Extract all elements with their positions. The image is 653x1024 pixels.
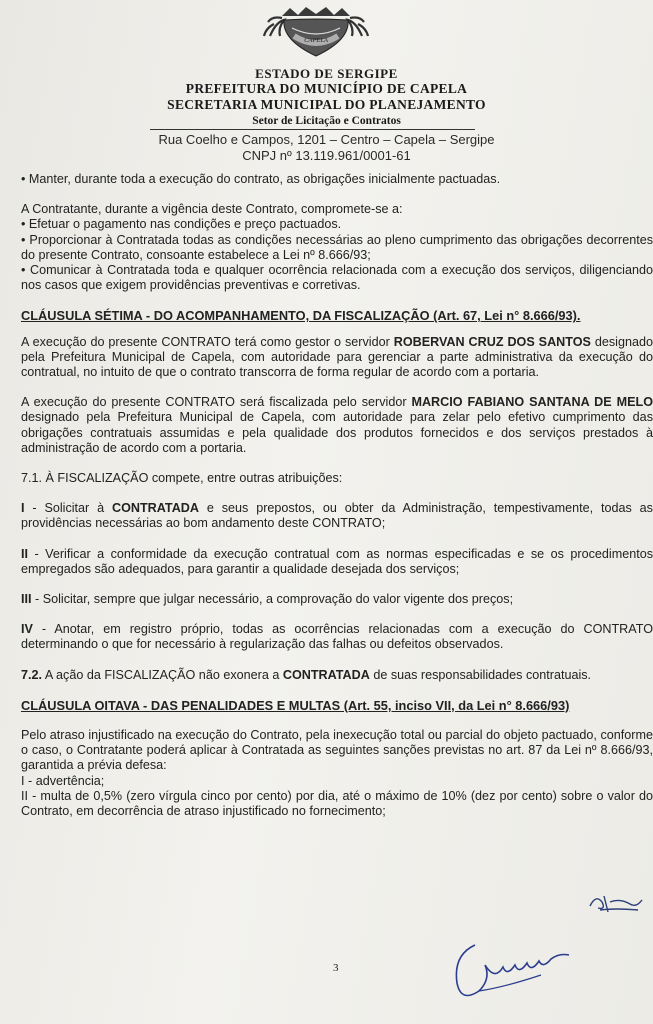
atraso-paragraph: Pelo atraso injustificado na execução do Contrato, pela inexecução total ou parcial do objeto pactuado, conforme o caso, o Contratante poderá aplicar à Contratada as seguintes sanções previstas no art. 87 da Lei nº 8.666/93, garantida a prévia defesa: — [21, 728, 653, 773]
item-7-2: 7.2. A ação da FISCALIZAÇÃO não exonera a CONTRATADA de suas responsabilidades contratuais. — [21, 667, 592, 682]
sancao-ii: II - multa de 0,5% (zero vírgula cinco por cento) por dia, até o máximo de 10% (dez por cento) sobre o valor do Contrato, em decorrência de atraso injustificado no fornecimento; — [21, 788, 653, 819]
bullet-proporcionar: • Proporcionar à Contratada todas as condições necessárias ao pleno cumprimento das obrigações decorrentes do presente Contrato, consoante estabelece a Lei nº 8.666/93; — [21, 232, 653, 262]
address-line: Rua Coelho e Campos, 1201 – Centro – Capela – Sergipe — [158, 132, 495, 147]
item-ii: II - Verificar a conformidade da execução contratual com as normas especificadas e se os procedimentos empregados são adequados, para garantir a qualidade desejada dos serviços; — [21, 546, 653, 576]
bullet-pagamento: • Efetuar o pagamento nas condições e preço pactuados. — [21, 217, 342, 232]
bullet-manter: • Manter, durante toda a execução do contrato, as obrigações inicialmente pactuadas. — [21, 172, 501, 186]
item-iii: III - Solicitar, sempre que julgar necessário, a comprovação do valor vigente dos preços; — [21, 592, 514, 607]
svg-text:CAPELA: CAPELA — [304, 37, 328, 44]
fiscal-name: MARCIO FABIANO SANTANA DE MELO — [411, 395, 653, 410]
gestor-paragraph: A execução do presente CONTRATO terá como gestor o servidor ROBERVAN CRUZ DOS SANTOS designado pela Prefeitura Municipal de Capela, com autoridade para gerenciar a parte administrativa da execução do contratual, no intuito de que o contrato transcorra de forma regular de acordo com a portaria. — [21, 334, 653, 380]
initials-signature — [586, 888, 646, 918]
prefecture-heading: PREFEITURA DO MUNICÍPIO DE CAPELA — [185, 81, 468, 96]
bullet-comunicar: • Comunicar à Contratada toda e qualquer ocorrência relacionada com a execução dos serviços, diligenciando nos casos que exigem providências preventivas e corretivas. — [21, 263, 653, 293]
state-heading: ESTADO DE SERGIPE — [255, 66, 398, 81]
header-divider — [150, 129, 475, 130]
clausula-oitava-heading: CLÁUSULA OITAVA - DAS PENALIDADES E MULTAS (Art. 55, inciso VII, da Lei n° 8.666/93) — [21, 697, 570, 713]
cnpj-line: CNPJ nº 13.119.961/0001-61 — [242, 148, 411, 163]
item-i: I - Solicitar à CONTRATADA e seus prepostos, ou obter da Administração, tempestivamente, todas as providências necessárias ao bom andamento deste CONTRATO; — [21, 501, 653, 531]
contratante-intro: A Contratante, durante a vigência deste Contrato, compromete-se a: — [21, 202, 403, 217]
contract-body — [21, 172, 653, 819]
capela-seal-logo — [262, 6, 370, 62]
item-iv: IV - Anotar, em registro próprio, todas as ocorrências relacionadas com a execução do CONTRATO determinando o que for necessário à regularização das falhas ou defeitos observados. — [21, 622, 653, 652]
gestor-name: ROBERVAN CRUZ DOS SANTOS — [393, 334, 591, 349]
sector-heading: Setor de Licitação e Contratos — [252, 115, 401, 127]
fiscal-paragraph: A execução do presente CONTRATO será fiscalizada pelo servidor MARCIO FABIANO SANTANA DE MELO designado pela Prefeitura Municipal de Capela, com autoridade para zelar pelo efetivo cumprimento das obrigações contratuais assumidas e pela qualidade dos produtos fornecidos e dos serviços prestados à administração de acordo com a portaria. — [21, 395, 653, 455]
page-number: 3 — [333, 962, 339, 974]
item-7-1: 7.1. À FISCALIZAÇÃO compete, entre outras atribuições: — [21, 471, 343, 486]
handwritten-signature — [445, 925, 575, 1005]
secretariat-heading: SECRETARIA MUNICIPAL DO PLANEJAMENTO — [167, 97, 486, 112]
sancao-i: I - advertência; — [21, 773, 105, 788]
clausula-setima-heading: CLÁUSULA SÉTIMA - DO ACOMPANHAMENTO, DA FISCALIZAÇÃO (Art. 67, Lei n° 8.666/93). — [21, 308, 581, 324]
